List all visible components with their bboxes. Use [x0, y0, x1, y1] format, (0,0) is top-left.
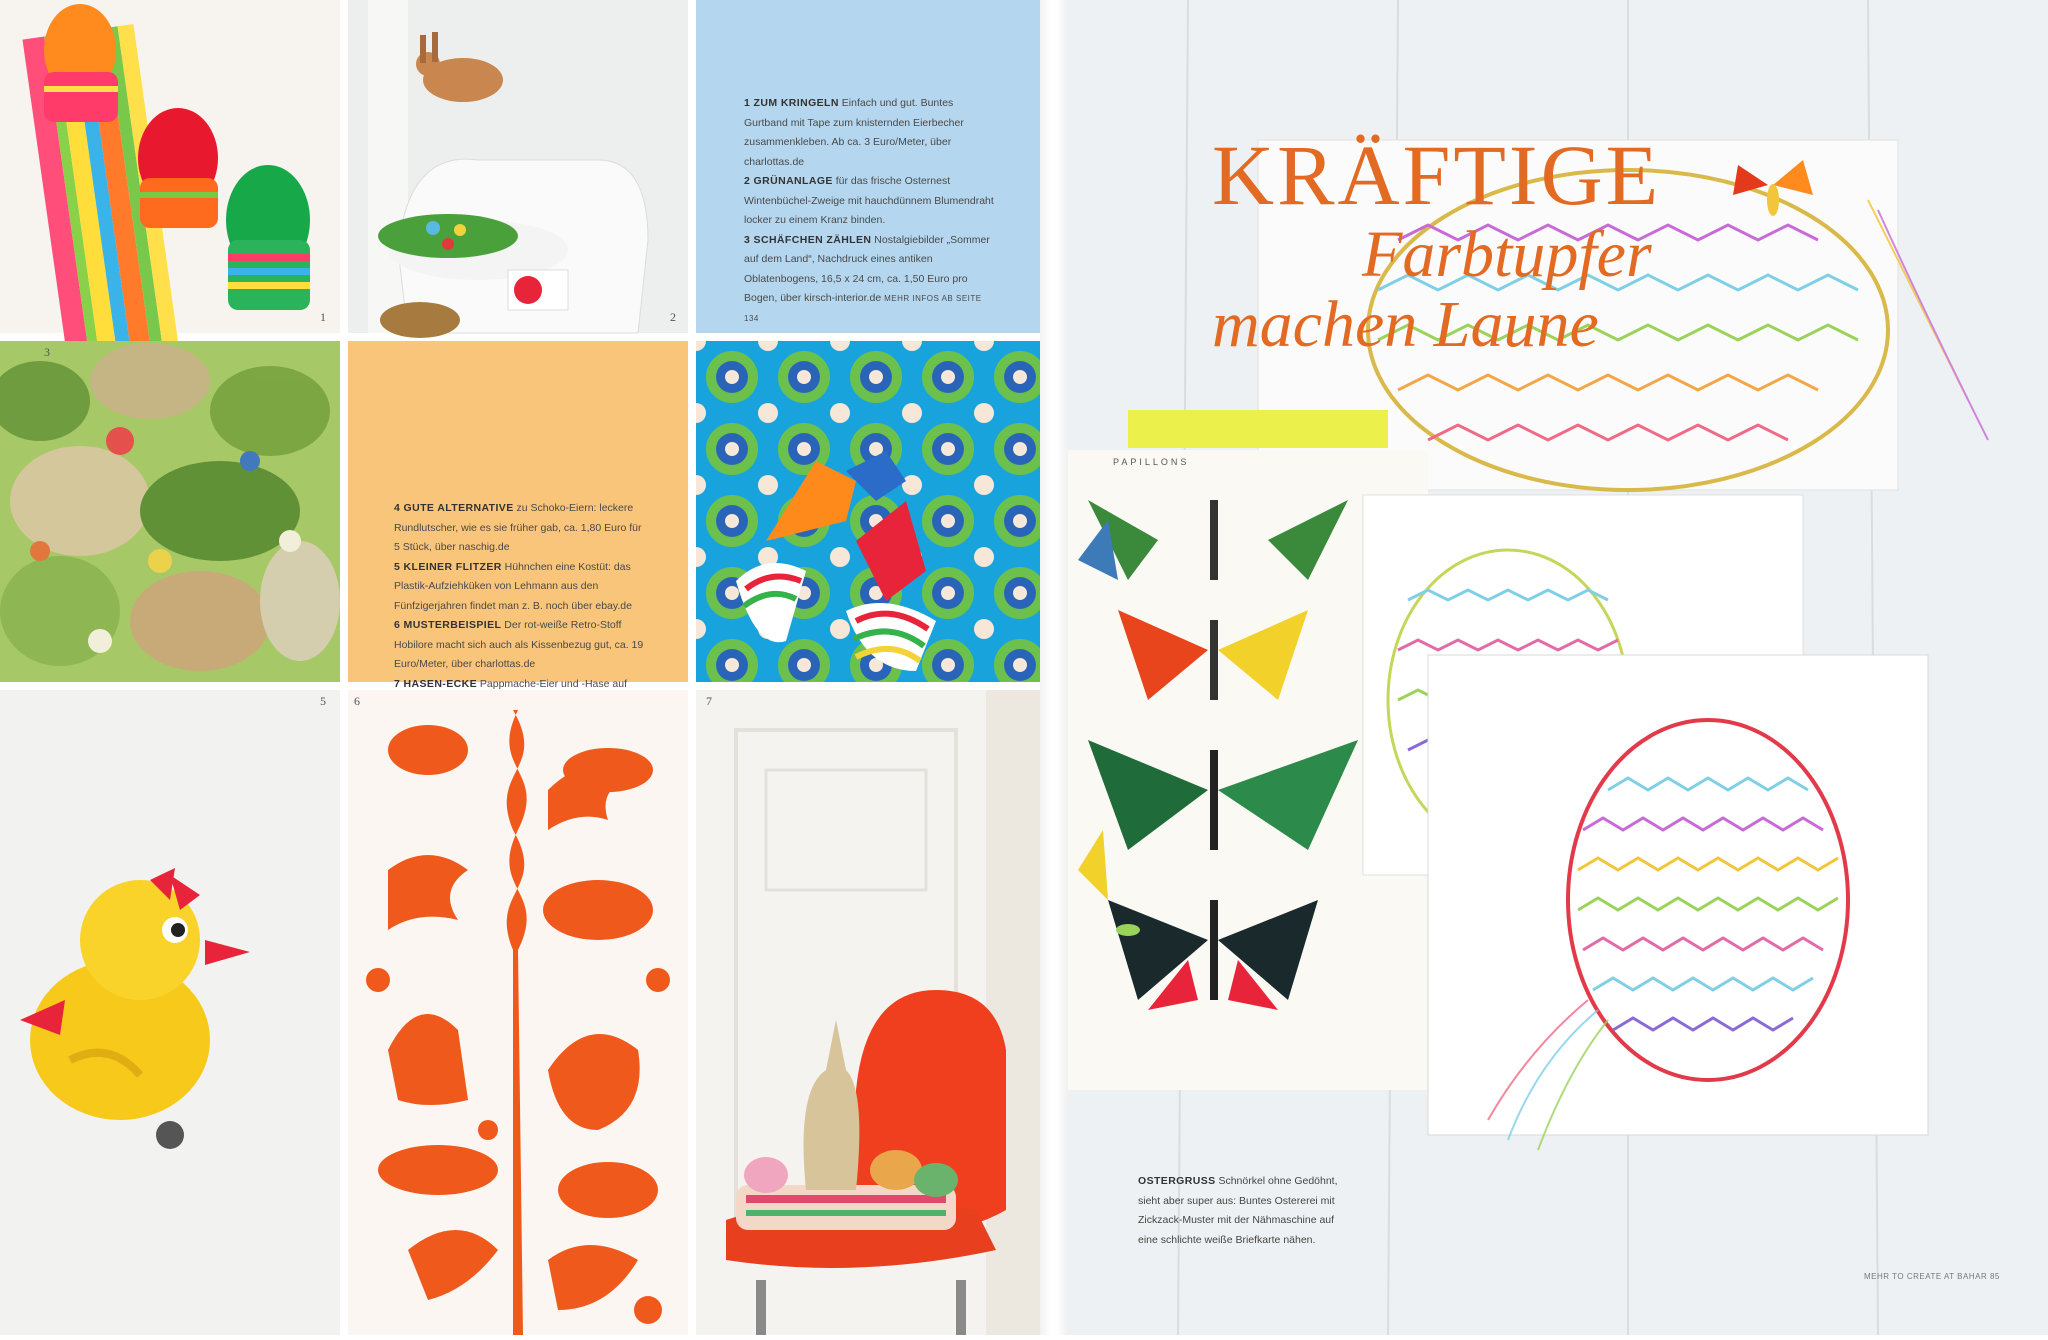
gutter	[1040, 0, 1068, 1335]
item-text: Nostalgiebilder „Sommer auf dem Land“, Nachdruck eines antiken Oblatenbogens, 16,5 x 24 cm, ca. 1,50 Euro pro Bogen, über kirsch-interior.de	[744, 233, 990, 304]
text-panel-2	[348, 341, 688, 690]
photo-vintage-scraps	[0, 341, 340, 682]
item-title: 2 GRÜNANLAGE	[744, 175, 833, 187]
headline	[1212, 127, 1912, 361]
item-title: 1 ZUM KRINGELN	[744, 97, 839, 109]
folk-fabric-illustration	[348, 690, 688, 1335]
item-text: für das frische Osternest Wintenbüchel-Zweige mit hauchdünnem Blumendraht locker zu einem Kranz binden.	[744, 175, 994, 226]
headline-line-1: KRÄFTIGE	[1212, 127, 1662, 223]
item-title: 4 GUTE ALTERNATIVE	[394, 502, 514, 514]
item-text: Einfach und gut. Buntes Gurtband mit Tape zum knisternden Eierbecher zusammenkleben. Ab ca. 3 Euro/Meter, über charlottas.de	[744, 97, 964, 168]
egg-ribbons-illustration	[0, 0, 340, 333]
photo-lollipops	[696, 341, 1040, 682]
item-title: 5 KLEINER FLITZER	[394, 560, 502, 573]
item-title: 3 SCHÄFCHEN ZÄHLEN	[744, 233, 872, 246]
more-info-link: MEHR INFOS AB SEITE 134	[744, 294, 982, 323]
caption	[1138, 1172, 1348, 1250]
photo-wreath-rabbit	[348, 0, 688, 333]
photo-number: 1	[320, 310, 326, 324]
headline-line-3: machen Laune	[1212, 288, 1599, 361]
item-text: zu Schoko-Eiern: leckere Rundlutscher, wie es sie früher gab, ca. 1,80 Euro für 5 Stück, über naschig.de	[394, 502, 642, 553]
item-text: Der rot-weiße Retro-Stoff Hobilore macht sich auch als Kissenbezug gut, ca. 19 Euro/Meter, über charlottas.de	[394, 619, 644, 670]
lollipops-illustration	[696, 341, 1040, 682]
vintage-scraps-illustration	[0, 341, 340, 682]
photo-number: 7	[706, 694, 712, 708]
photo-number: 3	[44, 345, 50, 359]
photo-number: 6	[354, 694, 360, 708]
poster-label: PAPILLONS	[1113, 457, 1190, 467]
caption-title: OSTERGRUSS	[1138, 1175, 1216, 1187]
page-footer: MEHR TO CREATE AT BAHAR 85	[1864, 1272, 2000, 1281]
photo-number: 5	[320, 694, 326, 708]
caption-text: Schnörkel ohne Gedöhnt, sieht aber super aus: Buntes Ostererei mit Zickzack-Muster mit der Nähmaschine auf eine schlichte weiße Briefkarte nähen.	[1138, 1175, 1338, 1246]
photo-red-chair	[696, 690, 1040, 1335]
photo-folk-fabric	[348, 690, 688, 1335]
wreath-rabbit-illustration	[348, 0, 688, 333]
item-text: Pappmache-Eier und -Hase auf	[479, 677, 627, 690]
item-title: 6 MUSTERBEISPIEL	[394, 619, 502, 631]
photo-toy-chick	[0, 690, 340, 1335]
item-text: Hühnchen eine Kostüt: das Plastik-Aufziehküken von Lehmann aus den Fünfzigerjahren findet man z. B. noch über ebay.de	[394, 560, 632, 612]
item-title: 7 HASEN-ECKE	[394, 677, 477, 690]
toy-chick-illustration	[0, 690, 340, 1335]
photo-number: 2	[670, 310, 676, 324]
photo-egg-ribbons	[0, 0, 340, 333]
headline-line-2: Farbtupfer	[1362, 218, 1652, 291]
red-chair-illustration	[696, 690, 1040, 1335]
text-panel-1	[696, 0, 1040, 333]
